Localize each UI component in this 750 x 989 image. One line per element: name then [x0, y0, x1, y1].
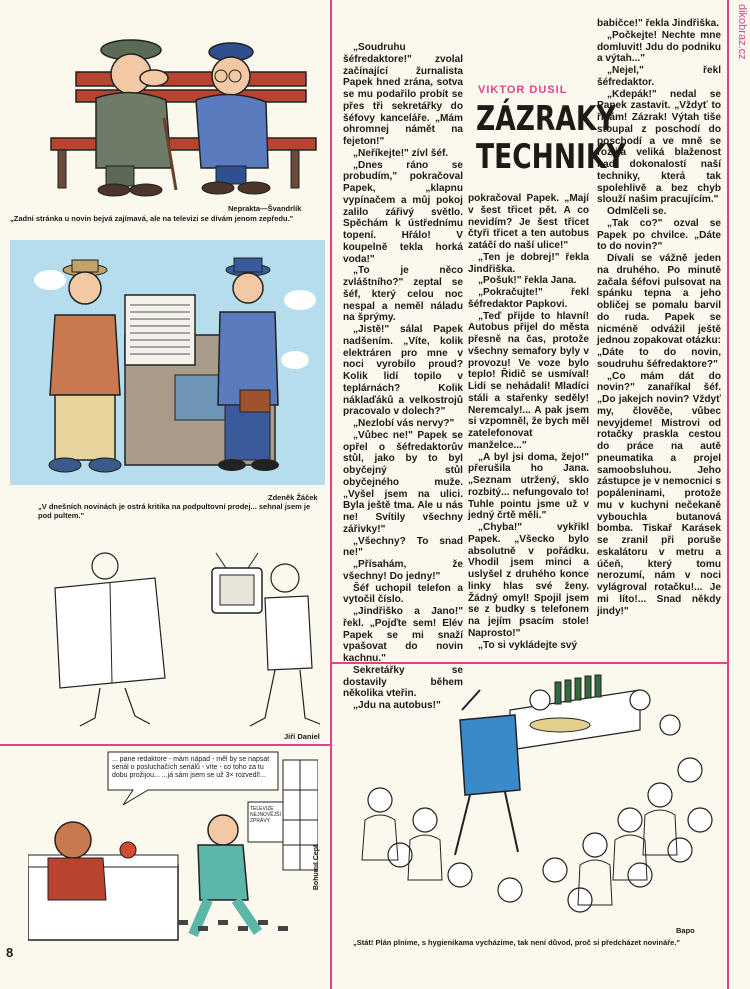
- paragraph: „Jistě!" sálal Papek nadšením. „Víte, kolik elektráren pro mne v noci vyrobilo proud? Kolik lidí topilo v teplárnách? Kolik náklaďáků a velkostrojů pracovalo v dolech?": [343, 324, 463, 418]
- article-column-3: [597, 18, 721, 617]
- paragraph: „Kdepák!" nedal se Papek zastavit. „Vždyť to říkám! Zázrak! Výtah tiše stoupal z poschodí do poschodí a ve mně se rozlila veliká blaženost nad dokonalostí naší techniky, která tak spolehlivě a bez chyb slouží našim pracujícím.": [597, 88, 721, 206]
- paragraph: Dívali se vážně jeden na druhého. Po minutě začala šéfovi pulsovat na spánku tepna a jeho obličej se pomalu barvil do ruda. Papek se nicméně odvážil ještě jednou zopakovat otázku: „Dáte to do novin, soudruhu šéfredaktore?": [597, 253, 721, 370]
- paragraph: „Pokračujte!" řekl šéfredaktor Papkovi.: [468, 287, 589, 310]
- bench-cartoon-signature: Neprakta—Švandrlík: [228, 204, 302, 213]
- paragraph: „Přísahám, že všechny! Do jedny!": [343, 559, 463, 582]
- paragraph: Odmlčeli se.: [607, 206, 667, 217]
- article-author: VIKTOR DUSIL: [478, 84, 568, 96]
- newsstand-cartoon: [10, 240, 325, 485]
- paragraph: „Dnes ráno se probudím," pokračoval Papek, „klapnu vypínačem a můj pokoj zalilo zářivý světlo. Spěchám k ústřednímu topení. Hřálo! V koupelně tekla horká voda!": [343, 159, 463, 265]
- paragraph: „Jindřiško a Jano!" řekl. „Pojďte sem! Elév Papek se mi snaží vpašovat do novin kachnu.": [343, 606, 463, 664]
- paragraph: „To si vykládejte svý: [478, 639, 578, 651]
- editor-speech-bubble: ... pane redaktore - mám nápad - měl by se napsat seriál o posluchačích seriálů - víte - co toho za tu dobu prožijou... ...já sám jsem se už 3× rozvedl!...: [112, 756, 270, 779]
- ceremony-cartoon-caption: „Stát! Plán plníme, s hygienikama vycházíme, tak není důvod, proč si předcházet novináře.": [353, 938, 680, 947]
- column-divider-right: [727, 0, 729, 989]
- paragraph: „To je něco zvláštního?" zeptal se šéf, který celou noc nespal a neměl náladu na šprýmy.: [343, 265, 463, 324]
- paragraph: „Nezlobí vás nervy?": [353, 418, 455, 429]
- newsstand-cartoon-caption: „V dnešních novinách je ostrá kritika na podpultovní prodej... sehnal jsem je pod pultem.": [38, 502, 311, 520]
- ceremony-cartoon: [340, 670, 722, 925]
- tv-carrier-cartoon: [40, 548, 325, 733]
- paragraph: „Teď přijde to hlavní! Autobus přijel do města přesně na čas, protože všechny semafory byly v provozu! Ve voze bylo teplo! Řidič se usmíval! Lidi se nehádali! Mladíci stáli a stařenky seděly! Neremcaly!... A pak jsem si vzpomněl, že bych měl zatelefonovat manželce...": [468, 310, 589, 451]
- bench-cartoon-caption: „Zadní stránka u novin bejvá zajímavá, ale na televizi se dívám jenom zepředu.": [10, 214, 294, 223]
- article-column-2: [468, 193, 589, 651]
- section-divider-left: [0, 744, 331, 746]
- editor-cartoon-credit: Bohumil Cepl: [313, 845, 320, 891]
- bench-cartoon: [36, 28, 321, 200]
- column-divider-left: [330, 0, 332, 989]
- paragraph: „Počkejte! Nechte mne domluvit! Jdu do podniku a výtah...": [597, 29, 721, 65]
- article-title-line1: ZÁZRAKY: [476, 99, 616, 139]
- ceremony-cartoon-signature: Bapo: [676, 926, 695, 935]
- article-column-1: [343, 42, 463, 712]
- paragraph: babičce!" řekla Jindřiška.: [597, 18, 720, 29]
- article-title-line2: TECHNIKY: [476, 137, 626, 177]
- paragraph: Sekretářky se dostavily během několika vteřin.: [343, 664, 463, 700]
- watermark: dikobraz.cz: [736, 4, 748, 60]
- tv-carrier-cartoon-signature: Jiří Daniel: [284, 732, 320, 741]
- paragraph: „Pošuk!" řekla Jana.: [478, 275, 577, 287]
- paragraph: Šéf uchopil telefon a vytočil číslo.: [343, 582, 463, 606]
- paragraph: „Neříkejte!" zívl šéf.: [353, 147, 449, 159]
- paragraph: „Vůbec ne!" Papek se opřel o šéfredaktorův stůl, jako by to byl obyčejný stůl obyčejného muže. „Vyšel jsem na ulici. Byla ještě tma. Ale u nás ne! Svítily všechny zářivky!": [343, 429, 463, 535]
- paragraph: „A byl jsi doma, žejo!" přerušila ho Jana. „Seznam utržený, sklo rozbitý... nefungovalo to! Tuhle pointu jsme už v jedný črtě měli.": [468, 451, 589, 522]
- paragraph: „Ten je dobrej!" řekla Jindřiška.: [468, 251, 589, 275]
- paragraph: pokračoval Papek. „Mají v šest třicet pět. A co nevidím? Je šest třicet čtyři třicet a ten autobus zatáčí do naší ulice!": [468, 193, 589, 251]
- page-number: 8: [6, 945, 14, 960]
- paragraph: „Nejel," řekl šéfredaktor.: [597, 65, 721, 88]
- paragraph: „Tak co?" ozval se Papek po chvilce. „Dáte to do novin?": [597, 217, 721, 253]
- newsstand-cartoon-signature: Zdeněk Žáček: [268, 493, 318, 502]
- paragraph: „Soudruhu šéfredaktore!" zvolal začínající žurnalista Papek hned zrána, sotva se mu podařilo probít se přes tři sekretářky do šéfovy kanceláře. „Mám ohromnej námět na fejeton!": [343, 42, 463, 147]
- editor-board-sign: TELEVIZE NEJNOVĚJŠÍ ZPRÁVY: [250, 806, 281, 824]
- paragraph: „Všechny? To snad ne!": [343, 535, 463, 559]
- article-title: [476, 99, 626, 177]
- paragraph: „Jdu na autobus!": [353, 700, 441, 711]
- paragraph: „Chyba!" vykřikl Papek. „Všecko bylo absolutně v pořádku. Vhodil jsem minci a uslyšel z druhého konce linky hlas své ženy. Žádný omyl! Spojil jsem se z budky s telefonem na jejím psacím stole! Naprosto!": [468, 522, 589, 639]
- paragraph: „Co mám dát do novin?" zanaříkal šéf. „Do jakejch novin? Vždyť my, člověče, vůbec nevyjdeme! Mistrovi od rotačky praskla cestou do práce na autě pneumatika a projel samoobsluhou. Jeho zástupce je v nemocnici s popáleninami, protože mu v kuchyni nečekaně vybouchla butanová bomba. Tiskař Karásek se zranil při poruše eskalátoru v metru a účeň, který tomu nerozumí, nám v noci vylágroval rotačku!... Je mi líto!... Snad někdy jindy!": [597, 370, 721, 617]
